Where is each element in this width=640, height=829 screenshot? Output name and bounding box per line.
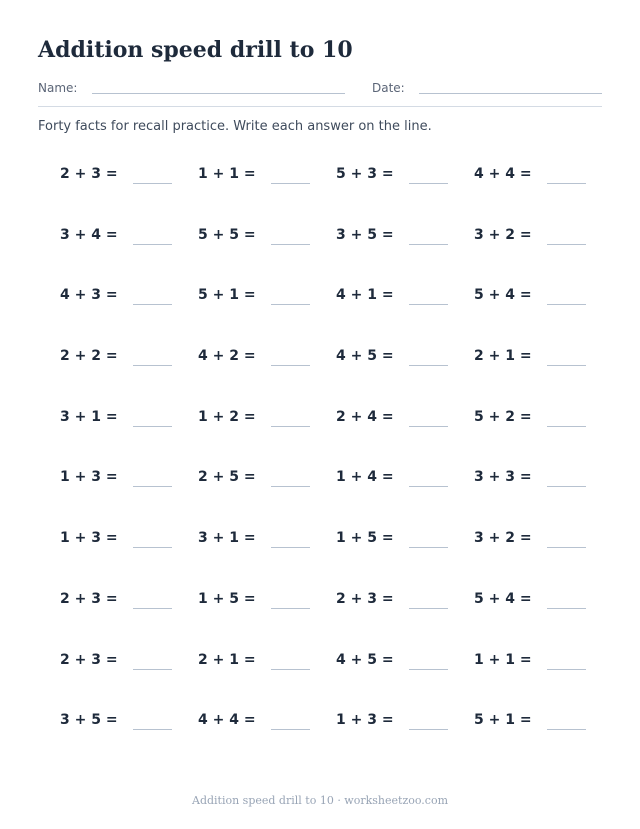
answer-line[interactable]	[409, 183, 448, 184]
problem-equation: 1 + 1 =	[198, 166, 256, 182]
instructions: Forty facts for recall practice. Write each answer on the line.	[38, 119, 432, 134]
problem-equation: 1 + 4 =	[336, 469, 394, 486]
problem-item	[474, 526, 602, 550]
problem-row	[60, 405, 600, 466]
problem-item	[336, 162, 464, 186]
problem-equation: 1 + 5 =	[336, 530, 394, 547]
answer-line[interactable]	[547, 547, 586, 548]
answer-line[interactable]	[133, 183, 172, 184]
answer-line[interactable]	[133, 547, 172, 548]
problem-equation: 5 + 1 =	[474, 712, 532, 729]
problem-grid	[60, 162, 600, 769]
problem-equation: 1 + 2 =	[198, 408, 256, 425]
answer-line[interactable]	[133, 244, 172, 245]
problem-item	[336, 648, 464, 672]
problem-item	[60, 223, 188, 247]
answer-line[interactable]	[409, 486, 448, 487]
problem-equation: 2 + 3 =	[336, 590, 394, 607]
problem-equation: 3 + 2 =	[474, 226, 532, 243]
answer-line[interactable]	[271, 547, 310, 548]
problem-equation: 1 + 3 =	[60, 530, 118, 547]
problem-equation: 4 + 2 =	[198, 348, 256, 365]
name-field-line[interactable]	[92, 93, 345, 94]
problem-item	[60, 162, 188, 186]
header-divider	[38, 106, 602, 107]
problem-item	[474, 587, 602, 611]
problem-equation: 3 + 2 =	[474, 530, 532, 547]
problem-item	[60, 283, 188, 307]
problem-item	[336, 708, 464, 732]
problem-item	[474, 162, 602, 186]
problem-item	[60, 648, 188, 672]
problem-equation: 4 + 5 =	[336, 651, 394, 668]
answer-line[interactable]	[133, 669, 172, 670]
problem-item	[198, 648, 326, 672]
footer-text: Addition speed drill to 10 · worksheetzoo.com	[192, 794, 448, 807]
problem-equation: 4 + 3 =	[60, 287, 118, 304]
problem-row	[60, 465, 600, 526]
answer-line[interactable]	[271, 729, 310, 730]
answer-line[interactable]	[409, 365, 448, 366]
worksheet-title: Addition speed drill to 10	[38, 37, 353, 63]
answer-line[interactable]	[547, 244, 586, 245]
date-label: Date:	[372, 81, 405, 95]
problem-item	[474, 223, 602, 247]
problem-equation: 3 + 4 =	[60, 226, 118, 243]
answer-line[interactable]	[133, 426, 172, 427]
problem-equation: 2 + 2 =	[60, 348, 118, 365]
problem-row	[60, 283, 600, 344]
problem-equation: 1 + 3 =	[336, 712, 394, 729]
date-field-line[interactable]	[419, 93, 602, 94]
problem-equation: 4 + 4 =	[198, 712, 256, 729]
problem-item	[336, 283, 464, 307]
problem-equation: 5 + 2 =	[474, 408, 532, 425]
answer-line[interactable]	[547, 608, 586, 609]
problem-equation: 5 + 5 =	[198, 226, 256, 243]
name-label: Name:	[38, 81, 78, 95]
problem-equation: 5 + 4 =	[474, 287, 532, 304]
problem-row	[60, 526, 600, 587]
answer-line[interactable]	[133, 608, 172, 609]
answer-line[interactable]	[409, 426, 448, 427]
problem-item	[336, 465, 464, 489]
answer-line[interactable]	[409, 669, 448, 670]
answer-line[interactable]	[547, 365, 586, 366]
problem-item	[198, 405, 326, 429]
problem-item	[60, 708, 188, 732]
problem-equation: 5 + 1 =	[198, 287, 256, 304]
problem-item	[60, 465, 188, 489]
problem-row	[60, 708, 600, 769]
problem-equation: 1 + 3 =	[60, 469, 118, 486]
answer-line[interactable]	[547, 669, 586, 670]
answer-line[interactable]	[133, 304, 172, 305]
problem-item	[198, 223, 326, 247]
problem-item	[60, 587, 188, 611]
problem-equation: 2 + 3 =	[60, 651, 118, 668]
problem-equation: 3 + 3 =	[474, 469, 532, 486]
problem-equation: 4 + 5 =	[336, 348, 394, 365]
answer-line[interactable]	[271, 669, 310, 670]
problem-equation: 4 + 1 =	[336, 287, 394, 304]
answer-line[interactable]	[409, 304, 448, 305]
problem-equation: 2 + 1 =	[474, 348, 532, 365]
problem-item	[336, 405, 464, 429]
problem-equation: 5 + 3 =	[336, 166, 394, 182]
answer-line[interactable]	[409, 244, 448, 245]
problem-equation: 3 + 5 =	[336, 226, 394, 243]
answer-line[interactable]	[547, 304, 586, 305]
problem-item	[198, 283, 326, 307]
answer-line[interactable]	[409, 608, 448, 609]
answer-line[interactable]	[271, 608, 310, 609]
problem-item	[336, 344, 464, 368]
problem-item	[198, 162, 326, 186]
problem-item	[60, 405, 188, 429]
problem-equation: 2 + 5 =	[198, 469, 256, 486]
problem-equation: 2 + 3 =	[60, 166, 118, 182]
answer-line[interactable]	[547, 486, 586, 487]
problem-row	[60, 587, 600, 648]
answer-line[interactable]	[271, 304, 310, 305]
answer-line[interactable]	[133, 486, 172, 487]
problem-equation: 2 + 4 =	[336, 408, 394, 425]
problem-equation: 3 + 5 =	[60, 712, 118, 729]
answer-line[interactable]	[271, 365, 310, 366]
answer-line[interactable]	[271, 426, 310, 427]
problem-item	[60, 526, 188, 550]
problem-equation: 2 + 3 =	[60, 590, 118, 607]
problem-item	[336, 526, 464, 550]
answer-line[interactable]	[133, 729, 172, 730]
problem-equation: 5 + 4 =	[474, 590, 532, 607]
problem-item	[474, 283, 602, 307]
answer-line[interactable]	[133, 365, 172, 366]
problem-item	[60, 344, 188, 368]
problem-item	[198, 526, 326, 550]
problem-item	[474, 465, 602, 489]
answer-line[interactable]	[409, 547, 448, 548]
answer-line[interactable]	[409, 729, 448, 730]
problem-equation: 1 + 5 =	[198, 590, 256, 607]
problem-item	[198, 344, 326, 368]
answer-line[interactable]	[547, 729, 586, 730]
problem-item	[336, 587, 464, 611]
answer-line[interactable]	[547, 426, 586, 427]
problem-row	[60, 223, 600, 284]
problem-row	[60, 162, 600, 223]
problem-row	[60, 648, 600, 709]
problem-item	[198, 587, 326, 611]
answer-line[interactable]	[271, 486, 310, 487]
problem-row	[60, 344, 600, 405]
problem-item	[474, 405, 602, 429]
answer-line[interactable]	[547, 183, 586, 184]
problem-equation: 3 + 1 =	[198, 530, 256, 547]
problem-item	[474, 708, 602, 732]
problem-item	[474, 344, 602, 368]
answer-line[interactable]	[271, 244, 310, 245]
problem-equation: 4 + 4 =	[474, 166, 532, 182]
problem-item	[336, 223, 464, 247]
problem-item	[474, 648, 602, 672]
problem-item	[198, 708, 326, 732]
problem-equation: 2 + 1 =	[198, 651, 256, 668]
problem-item	[198, 465, 326, 489]
problem-equation: 3 + 1 =	[60, 408, 118, 425]
problem-equation: 1 + 1 =	[474, 651, 532, 668]
answer-line[interactable]	[271, 183, 310, 184]
